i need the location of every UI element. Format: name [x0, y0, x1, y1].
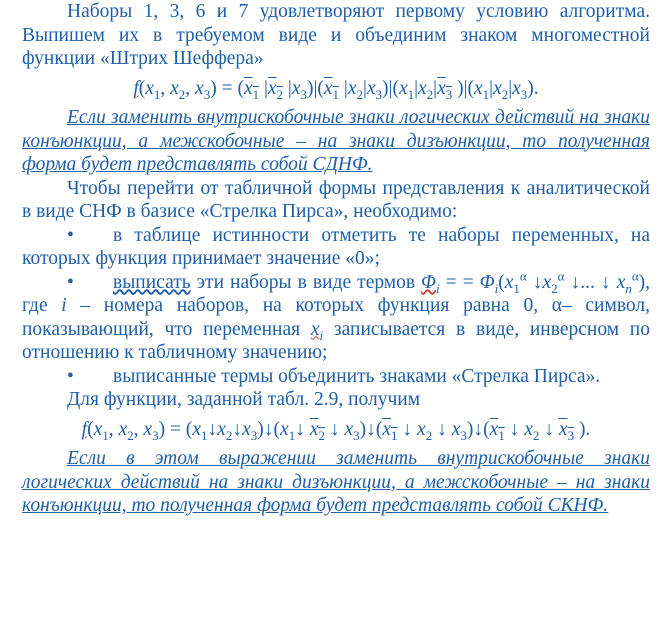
- formula-sheffer-text: $f(x_1$, $x_2$, $x_3) = (x_1$ $|x_2$ $|x_3)|(x_1$ $|x_2|x_3)|(x_1|x_2|x_3$ )$|(x_1|x_2|x_3)$.: [133, 77, 539, 102]
- formula-pierce: [22, 418, 650, 442]
- formula-pierce-text: $f(x_1$, $x_2$, $x_3$) = $(x_1↓x_2↓x_3)↓(x_1↓$ $x_2$ ↓ $x_3)↓(x_1$ ↓ $x_2$ ↓ $x_3)↓(x_1$ ↓ $x_2$ ↓ $x_3$ ).: [81, 418, 591, 443]
- bullet-item-3: [22, 365, 650, 389]
- paragraph-table-ref: Для функции, заданной табл. 2.9, получим: [67, 389, 421, 410]
- note-sknf: Если в этом выражении заменить внутрискобочные знаки логических действий на знаки дизъюнкции, а межскобочные – на знаки конъюнкции, то полученная форма будет представлять собой СКНФ.: [22, 448, 650, 516]
- note-sdnf: Если заменить внутрискобочные знаки логических действий на знаки конъюнкции, а межскобочные – на знаки дизъюнкции, то полученная форма будет представлять собой СДНФ.: [22, 107, 650, 175]
- bullet-text-2: выписать эти наборы в виде термов $\Phi_i$ = = $\Phi_i(x_1^\alpha$ $↓x_2^\alpha$ ↓... ↓ $x_n^\alpha$), где i – номера наборов, на которых функция равна 0, α– символ, показывающий, что переменная $x_i$ записывается в виде, инверсном по отношению к табличному значению;: [22, 268, 651, 363]
- bullet-icon: •: [67, 365, 74, 387]
- bullet-text-1: в таблице истинности отметить те наборы переменных, на которых функция принимает значение «0»;: [22, 224, 650, 269]
- bullet-text-3: выписанные термы объединить знаками «Стрелка Пирса».: [113, 365, 601, 387]
- paragraph-sets: Наборы 1, 3, 6 и 7 удовлетворяют первому условию алгоритма. Выпишем их в требуемом виде и объединим знаком многоместной функции «Штрих Шеффера»: [22, 1, 650, 69]
- paragraph-snf-intro: Чтобы перейти от табличной формы представления к аналитической в виде СНФ в базисе «Стрелка Пирса», необходимо:: [22, 177, 650, 222]
- bullet-icon: •: [67, 271, 74, 293]
- bullet-icon: •: [67, 224, 74, 246]
- formula-sheffer: [22, 77, 650, 101]
- bullet-item-2: [22, 268, 651, 365]
- bullet-item-1: [22, 224, 650, 271]
